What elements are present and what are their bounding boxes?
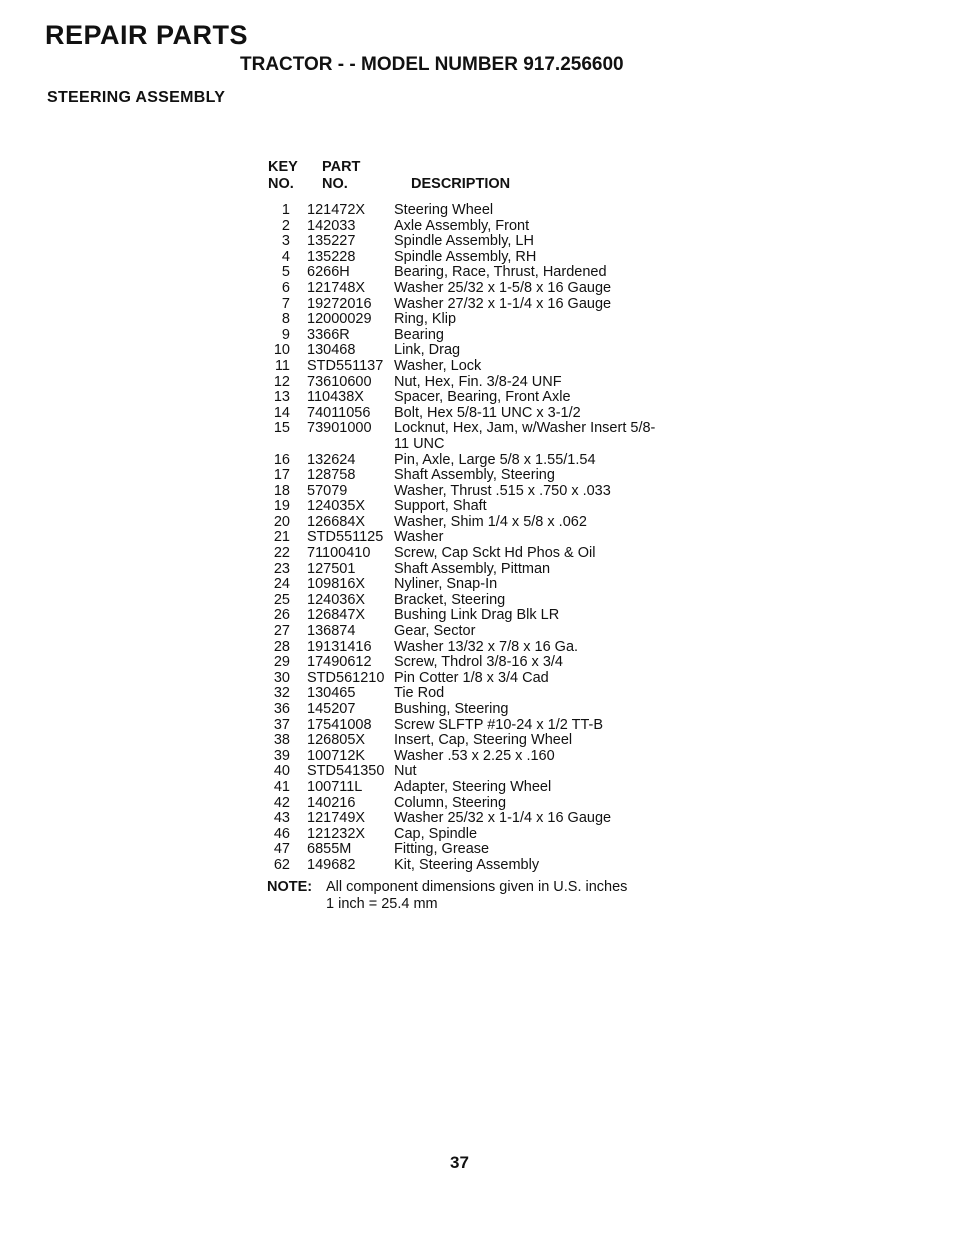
table-row <box>256 406 696 422</box>
table-row <box>256 515 696 531</box>
part-number: 128758 <box>307 467 356 484</box>
table-row <box>256 562 696 578</box>
part-number: 126684X <box>307 513 366 530</box>
table-row <box>256 796 696 812</box>
part-number: 6266H <box>307 264 350 281</box>
key-number: 26 <box>273 607 290 624</box>
part-description: Steering Wheel <box>394 202 494 218</box>
key-number: 16 <box>273 451 290 468</box>
table-row <box>256 593 696 609</box>
part-description: Column, Steering <box>394 794 507 811</box>
part-number: 126805X <box>307 732 366 749</box>
key-number: 32 <box>273 685 290 702</box>
key-number: 41 <box>273 778 290 795</box>
table-row <box>256 203 696 219</box>
part-number: 135227 <box>307 233 356 250</box>
part-description: Pin, Axle, Large 5/8 x 1.55/1.54 <box>394 451 596 468</box>
part-number: 121748X <box>307 279 366 296</box>
part-number: 149682 <box>307 856 356 873</box>
part-description: Washer, Lock <box>394 357 482 374</box>
model-subtitle: TRACTOR - - MODEL NUMBER 917.256600 <box>240 54 624 75</box>
key-number: 39 <box>273 747 290 764</box>
part-header-line1: PART <box>322 159 361 175</box>
table-row <box>256 827 696 843</box>
part-description: Bushing Link Drag Blk LR <box>394 607 560 624</box>
part-number: 145207 <box>307 701 356 717</box>
table-row <box>256 499 696 515</box>
part-description: Spindle Assembly, RH <box>394 248 537 265</box>
table-row <box>256 312 696 328</box>
part-description: Bushing, Steering <box>394 701 509 717</box>
part-description: Washer 13/32 x 7/8 x 16 Ga. <box>394 638 579 655</box>
part-description: Insert, Cap, Steering Wheel <box>394 732 573 749</box>
key-number: 43 <box>273 810 290 827</box>
part-description: Shaft Assembly, Steering <box>394 467 555 484</box>
part-number: STD561210 <box>307 669 385 686</box>
key-number: 42 <box>273 794 290 811</box>
table-row <box>256 858 696 874</box>
table-row <box>256 733 696 749</box>
part-number: 17541008 <box>307 716 372 733</box>
table-row <box>256 390 696 406</box>
part-description: Link, Drag <box>394 342 461 359</box>
key-number: 38 <box>273 732 290 749</box>
part-number: 57079 <box>307 482 348 499</box>
part-description: Cap, Spindle <box>394 825 478 842</box>
table-row <box>256 764 696 780</box>
table-row <box>256 811 696 827</box>
table-row <box>256 842 696 858</box>
key-number: 21 <box>273 529 290 546</box>
part-number: 142033 <box>307 217 356 234</box>
part-description: Bracket, Steering <box>394 591 506 608</box>
key-number: 62 <box>273 856 290 873</box>
part-number: 136874 <box>307 623 356 640</box>
key-number: 28 <box>273 638 290 655</box>
table-row <box>256 640 696 656</box>
table-row <box>256 530 696 546</box>
part-description: Washer 25/32 x 1-5/8 x 16 Gauge <box>394 279 612 296</box>
part-description: Locknut, Hex, Jam, w/Washer Insert 5/8-11 UNC <box>394 420 656 452</box>
key-header-line1: KEY <box>268 159 298 175</box>
key-number: 13 <box>273 389 290 406</box>
part-description: Shaft Assembly, Pittman <box>394 560 551 577</box>
part-description: Screw SLFTP #10-24 x 1/2 TT-B <box>394 716 603 733</box>
key-number: 8 <box>281 311 290 328</box>
key-number: 15 <box>273 420 290 437</box>
part-number: 74011056 <box>307 404 371 421</box>
key-number: 6 <box>281 279 290 296</box>
key-number: 22 <box>273 545 290 562</box>
part-description: Kit, Steering Assembly <box>394 856 540 873</box>
table-row <box>256 686 696 702</box>
description-header: DESCRIPTION <box>411 176 511 192</box>
key-number: 5 <box>281 264 290 281</box>
table-row <box>256 421 696 452</box>
part-number: 100712K <box>307 747 366 764</box>
part-description: Washer, Shim 1/4 x 5/8 x .062 <box>394 513 587 530</box>
key-number: 3 <box>281 233 290 250</box>
parts-list <box>256 203 696 874</box>
part-description: Bearing, Race, Thrust, Hardened <box>394 264 607 281</box>
page-number: 37 <box>450 1153 469 1172</box>
part-description: Nut, Hex, Fin. 3/8-24 UNF <box>394 373 562 390</box>
part-description: Ring, Klip <box>394 311 457 328</box>
part-description: Screw, Cap Sckt Hd Phos & Oil <box>394 545 596 562</box>
part-number: 135228 <box>307 248 356 265</box>
key-number: 46 <box>273 825 290 842</box>
part-description: Washer 25/32 x 1-1/4 x 16 Gauge <box>394 810 612 827</box>
table-row <box>256 749 696 765</box>
part-description: Bolt, Hex 5/8-11 UNC x 3-1/2 <box>394 404 581 421</box>
table-row <box>256 546 696 562</box>
key-number: 37 <box>273 716 290 733</box>
table-row <box>256 453 696 469</box>
key-header-line2: NO. <box>268 176 294 192</box>
table-row <box>256 655 696 671</box>
part-number: 124036X <box>307 591 366 608</box>
part-number: 110438X <box>307 389 364 406</box>
part-description: Gear, Sector <box>394 623 476 640</box>
part-header-line2: NO. <box>322 176 348 192</box>
table-row <box>256 718 696 734</box>
part-description: Nut <box>394 763 417 780</box>
part-number: 17490612 <box>307 654 372 671</box>
part-description: Pin Cotter 1/8 x 3/4 Cad <box>394 669 549 686</box>
table-row <box>256 671 696 687</box>
key-number: 47 <box>273 841 290 858</box>
note-text: All component dimensions given in U.S. inches <box>326 879 628 895</box>
part-number: 19131416 <box>307 638 372 655</box>
note-label: NOTE: <box>267 879 313 895</box>
part-number: 127501 <box>307 560 356 577</box>
table-row <box>256 265 696 281</box>
table-row <box>256 608 696 624</box>
section-heading: STEERING ASSEMBLY <box>47 89 226 106</box>
key-number: 9 <box>281 326 290 343</box>
key-number: 11 <box>274 357 290 374</box>
table-row <box>256 375 696 391</box>
part-description: Fitting, Grease <box>394 841 490 858</box>
key-number: 23 <box>273 560 290 577</box>
key-number: 20 <box>273 513 290 530</box>
table-row <box>256 281 696 297</box>
part-description: Screw, Thdrol 3/8-16 x 3/4 <box>394 654 563 671</box>
part-number: 3366R <box>307 326 350 343</box>
table-row <box>256 234 696 250</box>
note-conversion: 1 inch = 25.4 mm <box>326 896 438 912</box>
table-row <box>256 780 696 796</box>
part-number: 126847X <box>307 607 366 624</box>
table-row <box>256 219 696 235</box>
part-number: 130468 <box>307 342 356 359</box>
part-description: Washer <box>394 529 444 546</box>
key-number: 24 <box>273 576 290 593</box>
key-number: 7 <box>281 295 290 312</box>
key-number: 14 <box>273 404 290 421</box>
table-row <box>256 577 696 593</box>
part-description: Washer, Thrust .515 x .750 x .033 <box>394 482 611 499</box>
key-number: 25 <box>273 591 290 608</box>
table-row <box>256 343 696 359</box>
part-number: 100711L <box>307 778 363 795</box>
part-number: STD551125 <box>307 529 384 546</box>
part-description: Washer 27/32 x 1-1/4 x 16 Gauge <box>394 295 612 312</box>
part-description: Axle Assembly, Front <box>394 217 530 234</box>
part-description: Spindle Assembly, LH <box>394 233 534 250</box>
key-number: 29 <box>273 654 290 671</box>
table-row <box>256 468 696 484</box>
table-row <box>256 297 696 313</box>
part-number: STD551137 <box>307 357 384 374</box>
part-description: Nyliner, Snap-In <box>394 576 498 593</box>
part-number: 121472X <box>307 202 366 218</box>
key-number: 30 <box>273 669 290 686</box>
part-description: Tie Rod <box>394 685 445 702</box>
key-number: 17 <box>273 467 290 484</box>
table-row <box>256 250 696 266</box>
key-number: 12 <box>273 373 290 390</box>
page-title: REPAIR PARTS <box>45 20 249 50</box>
part-number: 140216 <box>307 794 356 811</box>
part-number: 132624 <box>307 451 356 468</box>
part-number: 73610600 <box>307 373 372 390</box>
part-number: 109816X <box>307 576 366 593</box>
key-number: 4 <box>281 248 290 265</box>
key-number: 18 <box>273 482 290 499</box>
table-row <box>256 328 696 344</box>
part-number: STD541350 <box>307 763 385 780</box>
key-number: 36 <box>273 701 290 717</box>
part-description: Washer .53 x 2.25 x .160 <box>394 747 555 764</box>
part-number: 124035X <box>307 498 366 515</box>
part-number: 121232X <box>307 825 366 842</box>
table-row <box>256 624 696 640</box>
key-number: 10 <box>273 342 290 359</box>
table-row <box>256 702 696 718</box>
key-number: 27 <box>273 623 290 640</box>
key-number: 2 <box>281 217 290 234</box>
key-number: 19 <box>273 498 290 515</box>
table-row <box>256 484 696 500</box>
part-number: 12000029 <box>307 311 372 328</box>
part-number: 19272016 <box>307 295 372 312</box>
part-number: 121749X <box>307 810 366 827</box>
part-description: Adapter, Steering Wheel <box>394 778 552 795</box>
part-description: Spacer, Bearing, Front Axle <box>394 389 571 406</box>
key-number: 1 <box>281 202 290 218</box>
part-number: 73901000 <box>307 420 372 437</box>
part-number: 130465 <box>307 685 356 702</box>
part-number: 71100410 <box>307 545 371 562</box>
part-description: Bearing <box>394 326 444 343</box>
key-number: 40 <box>273 763 290 780</box>
part-description: Support, Shaft <box>394 498 487 515</box>
part-number: 6855M <box>307 841 352 858</box>
table-row <box>256 359 696 375</box>
